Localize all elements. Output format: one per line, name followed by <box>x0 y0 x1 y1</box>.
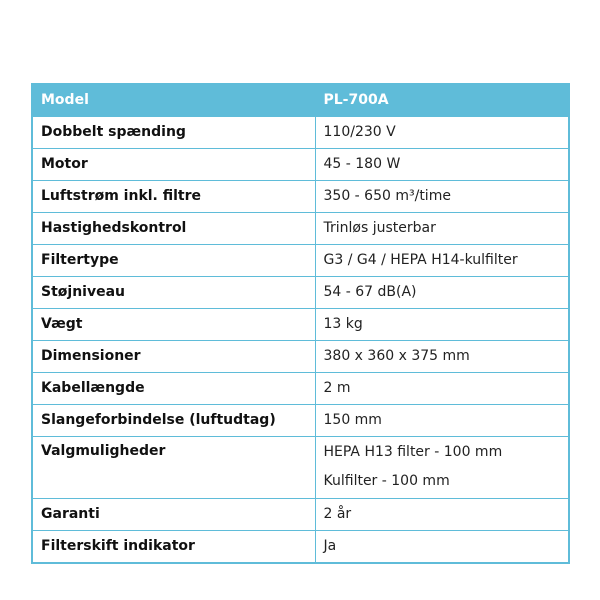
table-row <box>32 499 569 531</box>
table-header-row <box>32 84 569 117</box>
row-label: Slangeforbindelse (luftudtag) <box>32 405 315 437</box>
header-value: PL-700A <box>315 84 569 117</box>
option-line: Kulfilter - 100 mm <box>323 473 450 489</box>
table-row <box>32 373 569 405</box>
row-label: Hastighedskontrol <box>32 213 315 245</box>
row-value: Ja <box>315 531 569 564</box>
row-label: Kabellængde <box>32 373 315 405</box>
row-label: Garanti <box>32 499 315 531</box>
row-label: Filtertype <box>32 245 315 277</box>
row-value: 2 år <box>315 499 569 531</box>
row-label: Luftstrøm inkl. filtre <box>32 181 315 213</box>
table-row <box>32 213 569 245</box>
row-label: Dimensioner <box>32 341 315 373</box>
table-row <box>32 437 569 499</box>
row-value: 54 - 67 dB(A) <box>315 277 569 309</box>
table-row <box>32 309 569 341</box>
row-value: Trinløs justerbar <box>315 213 569 245</box>
table-row <box>32 149 569 181</box>
row-label: Dobbelt spænding <box>32 117 315 149</box>
row-label: Filterskift indikator <box>32 531 315 564</box>
row-value: 110/230 V <box>315 117 569 149</box>
row-value: 380 x 360 x 375 mm <box>315 341 569 373</box>
table-row <box>32 245 569 277</box>
row-label: Valgmuligheder <box>32 437 315 499</box>
table-row <box>32 181 569 213</box>
table-row <box>32 117 569 149</box>
table-row <box>32 341 569 373</box>
row-label: Støjniveau <box>32 277 315 309</box>
row-value <box>315 437 569 499</box>
table-row <box>32 277 569 309</box>
row-value: 2 m <box>315 373 569 405</box>
row-value: 13 kg <box>315 309 569 341</box>
row-label: Vægt <box>32 309 315 341</box>
header-label: Model <box>32 84 315 117</box>
row-value: 45 - 180 W <box>315 149 569 181</box>
row-label: Motor <box>32 149 315 181</box>
table-row <box>32 531 569 564</box>
row-value: 350 - 650 m³/time <box>315 181 569 213</box>
option-line: HEPA H13 filter - 100 mm <box>323 444 503 460</box>
table-row <box>32 405 569 437</box>
spec-table <box>31 83 570 564</box>
row-value: 150 mm <box>315 405 569 437</box>
row-value: G3 / G4 / HEPA H14-kulfilter <box>315 245 569 277</box>
